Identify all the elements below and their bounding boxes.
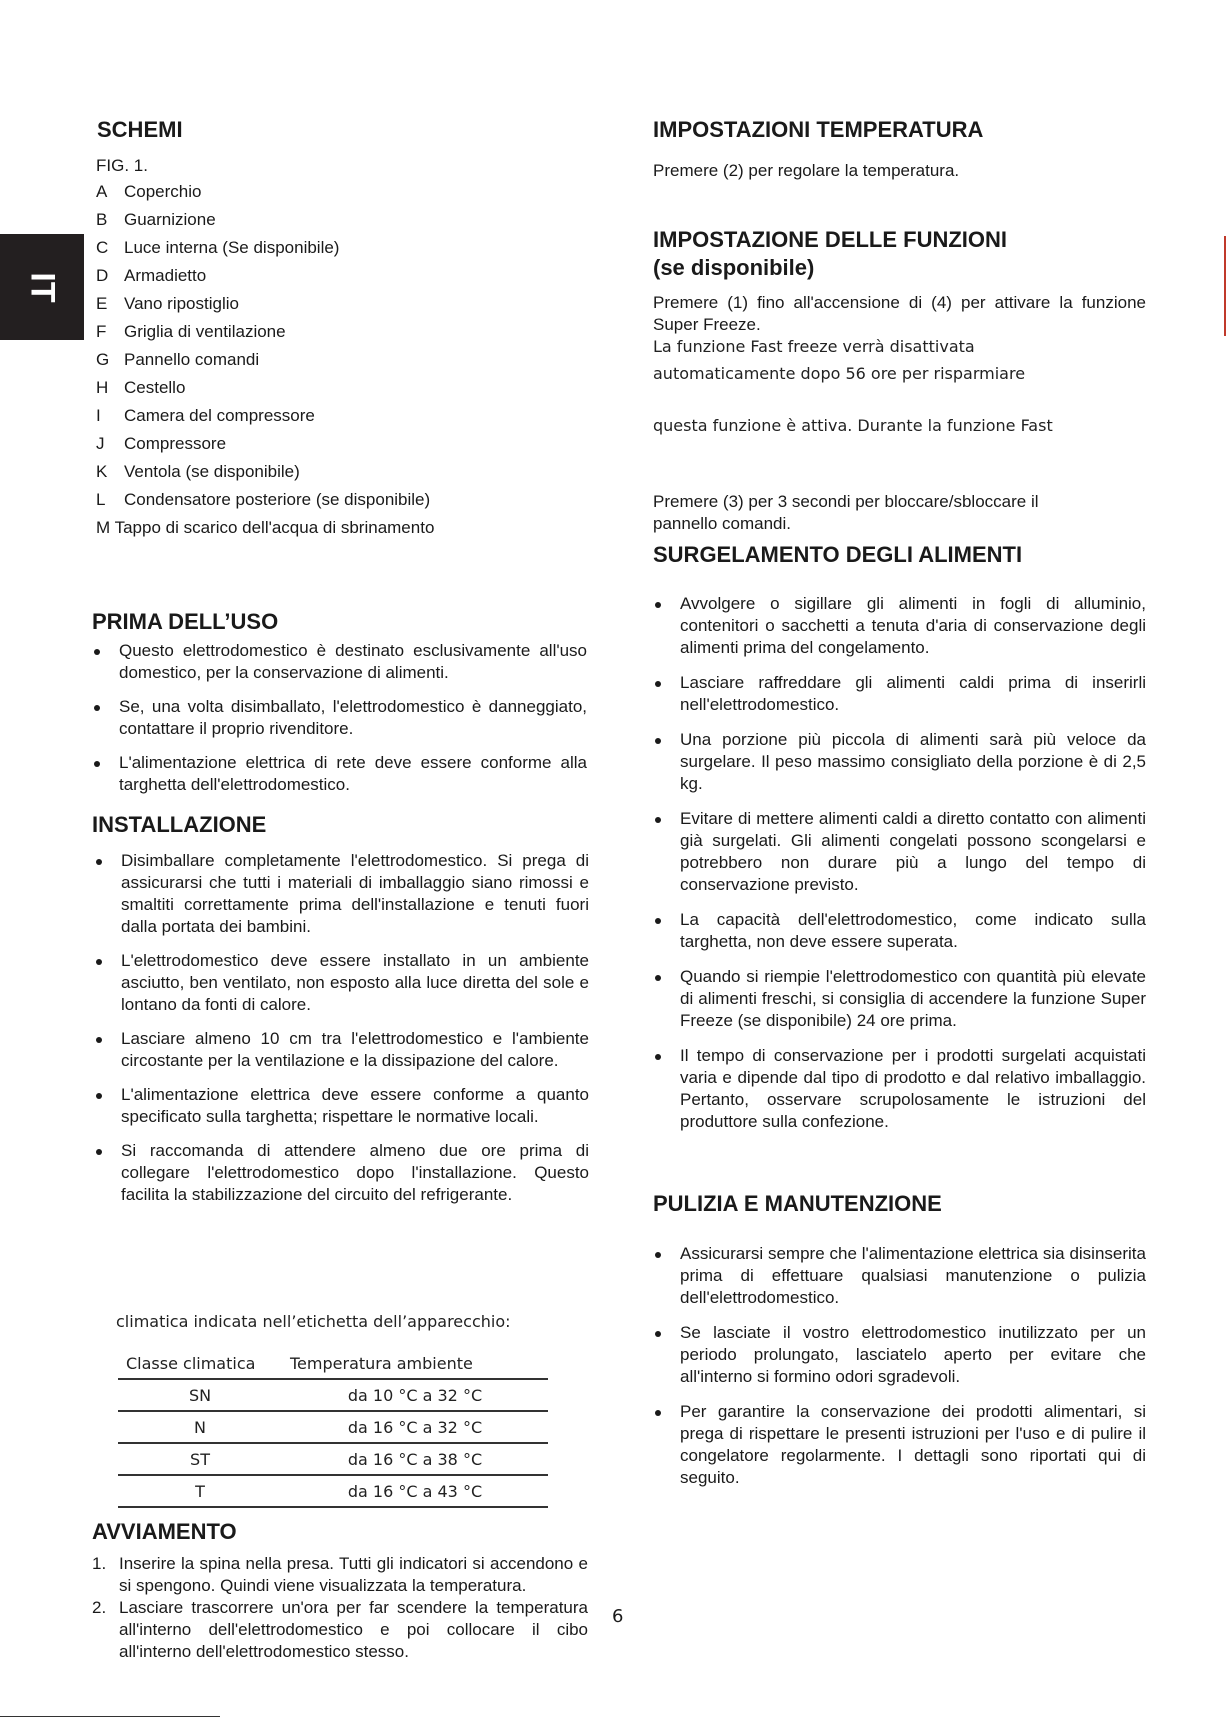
list-item: Si raccomanda di attendere almeno due ore prima di collegare l'elettrodomestico dopo l'installazione. Questo facilita la stabilizzazione del circuito del refrigerante. [94, 1140, 589, 1206]
table-cell: da 16 °C a 32 °C [282, 1411, 548, 1443]
list-item: Se, una volta disimballato, l'elettrodomestico è danneggiato, contattare il proprio rivenditore. [92, 696, 587, 740]
prima-heading: PRIMA DELL’USO [92, 609, 279, 634]
func-heading: IMPOSTAZIONE DELLE FUNZIONI [653, 227, 1008, 252]
list-item: L'elettrodomestico deve essere installato in un ambiente asciutto, ben ventilato, non esposto alla luce diretta del sole e lontano da fonti di calore. [94, 950, 589, 1016]
table-cell: ST [118, 1443, 282, 1475]
fast-freeze-line: questa funzione è attiva. Durante la funzione Fast [653, 416, 1053, 435]
legend-item: M Tappo di scarico dell'acqua di sbrinamento [96, 518, 435, 537]
table-row [118, 1475, 548, 1507]
freeze-heading: SURGELAMENTO DEGLI ALIMENTI [653, 542, 1023, 567]
clean-heading: PULIZIA E MANUTENZIONE [653, 1191, 942, 1216]
legend-item: B Guarnizione [96, 210, 216, 229]
list-item: La capacità dell'elettrodomestico, come indicato sulla targhetta, non deve essere superata. [653, 909, 1146, 953]
list-item: Avvolgere o sigillare gli alimenti in fogli di alluminio, contenitori o sacchetti a tenuta d'aria di conservazione degli alimenti prima del congelamento. [653, 593, 1146, 659]
freeze-list [653, 593, 1146, 1133]
avviamento-heading: AVVIAMENTO [92, 1519, 237, 1544]
list-item: Evitare di mettere alimenti caldi a diretto contatto con alimenti già surgelati. Gli alimenti congelati possono scongelarsi e potrebbero non durare più a lungo del tempo di conservazione previsto. [653, 808, 1146, 896]
legend-item: I Camera del compressore [96, 406, 315, 425]
func-text: Premere (1) fino all'accensione di (4) per attivare la funzione Super Freeze. [653, 293, 1146, 334]
table-header: Classe climatica [118, 1348, 282, 1379]
install-heading: INSTALLAZIONE [92, 812, 267, 837]
legend-item: J Compressore [96, 434, 227, 453]
table-header-row [118, 1348, 548, 1379]
install-list [94, 850, 589, 1206]
list-item: Questo elettrodomestico è destinato esclusivamente all'uso domestico, per la conservazione di alimenti. [92, 640, 587, 684]
legend-item: G Pannello comandi [96, 350, 260, 369]
list-item: Lasciare almeno 10 cm tra l'elettrodomestico e l'ambiente circostante per la ventilazione e la dissipazione del calore. [94, 1028, 589, 1072]
table-cell: N [118, 1411, 282, 1443]
parts-legend [96, 178, 434, 542]
page-number: 6 [612, 1606, 624, 1627]
table-cell: da 16 °C a 43 °C [282, 1475, 548, 1507]
legend-item: H Cestello [96, 378, 186, 397]
list-item: Il tempo di conservazione per i prodotti surgelati acquistati varia e dipende dal tipo di prodotto e dal relativo imballaggio. Pertanto, osservare scrupolosamente le istruzioni del produttore sulla confezione. [653, 1045, 1146, 1133]
avviamento-list [92, 1553, 588, 1663]
schemi-heading: SCHEMI [97, 117, 183, 142]
footer-rule [0, 1716, 220, 1717]
legend-item: K Ventola (se disponibile) [96, 462, 300, 481]
func-heading-sub: (se disponibile) [653, 255, 815, 280]
language-tab-label: IT [23, 271, 62, 303]
table-row [118, 1411, 548, 1443]
table-header: Temperatura ambiente [282, 1348, 548, 1379]
lock-text: Premere (3) per 3 secondi per bloccare/sbloccare il pannello comandi. [653, 492, 1039, 533]
prima-list [92, 640, 587, 796]
table-row [118, 1443, 548, 1475]
list-item: Disimballare completamente l'elettrodomestico. Si prega di assicurarsi che tutti i materiali di imballaggio siano rimossi e smaltiti correttamente prima dell'installazione e tenuti fuori dalla portata dei bambini. [94, 850, 589, 938]
table-cell: T [118, 1475, 282, 1507]
temp-text: Premere (2) per regolare la temperatura. [653, 161, 960, 180]
clean-list [653, 1243, 1146, 1489]
list-item: 1. Inserire la spina nella presa. Tutti gli indicatori si accendono e si spengono. Quindi viene visualizzata la temperatura. [92, 1554, 588, 1595]
list-item: Quando si riempie l'elettrodomestico con quantità più elevate di alimenti freschi, si consiglia di accendere la funzione Super Freeze (se disponibile) 24 ore prima. [653, 966, 1146, 1032]
table-row [118, 1379, 548, 1411]
list-item: Assicurarsi sempre che l'alimentazione elettrica sia disinserita prima di effettuare qualsiasi manutenzione o pulizia dell'elettrodomestico. [653, 1243, 1146, 1309]
list-item: Per garantire la conservazione dei prodotti alimentari, si prega di rispettare le presenti istruzioni per l'uso e di pulire il congelatore regolarmente. I dettagli sono riportati qui di seguito. [653, 1401, 1146, 1489]
legend-item: D Armadietto [96, 266, 207, 285]
legend-item: A Coperchio [96, 182, 202, 201]
table-cell: da 10 °C a 32 °C [282, 1379, 548, 1411]
list-item: L'alimentazione elettrica di rete deve essere conforme alla targhetta dell'elettrodomestico. [92, 752, 587, 796]
legend-item: E Vano ripostiglio [96, 294, 239, 313]
legend-item: F Griglia di ventilazione [96, 322, 286, 341]
climate-intro: climatica indicata nell’etichetta dell’apparecchio: [116, 1312, 511, 1331]
list-item: Se lasciate il vostro elettrodomestico inutilizzato per un periodo prolungato, lasciatelo aperto per evitare che all'interno si formino odori sgradevoli. [653, 1322, 1146, 1388]
legend-item: L Condensatore posteriore (se disponibile) [96, 490, 431, 509]
fig-label: FIG. 1. [96, 156, 148, 175]
temp-heading: IMPOSTAZIONI TEMPERATURA [653, 117, 984, 142]
list-item: Lasciare raffreddare gli alimenti caldi prima di inserirli nell'elettrodomestico. [653, 672, 1146, 716]
table-cell: SN [118, 1379, 282, 1411]
list-item: L'alimentazione elettrica deve essere conforme a quanto specificato sulla targhetta; rispettare le normative locali. [94, 1084, 589, 1128]
climate-table [118, 1348, 548, 1508]
legend-item: C Luce interna (Se disponibile) [96, 238, 340, 257]
fast-freeze-line: La funzione Fast freeze verrà disattivata [653, 337, 975, 356]
fast-freeze-line: automaticamente dopo 56 ore per risparmiare [653, 364, 1026, 383]
list-item: Una porzione più piccola di alimenti sarà più veloce da surgelare. Il peso massimo consigliato della porzione è di 2,5 kg. [653, 729, 1146, 795]
table-cell: da 16 °C a 38 °C [282, 1443, 548, 1475]
list-item: 2. Lasciare trascorrere un'ora per far scendere la temperatura all'interno dell'elettrodomestico e poi collocare il cibo all'interno dell'elettrodomestico stesso. [92, 1598, 588, 1661]
language-tab [0, 234, 84, 340]
